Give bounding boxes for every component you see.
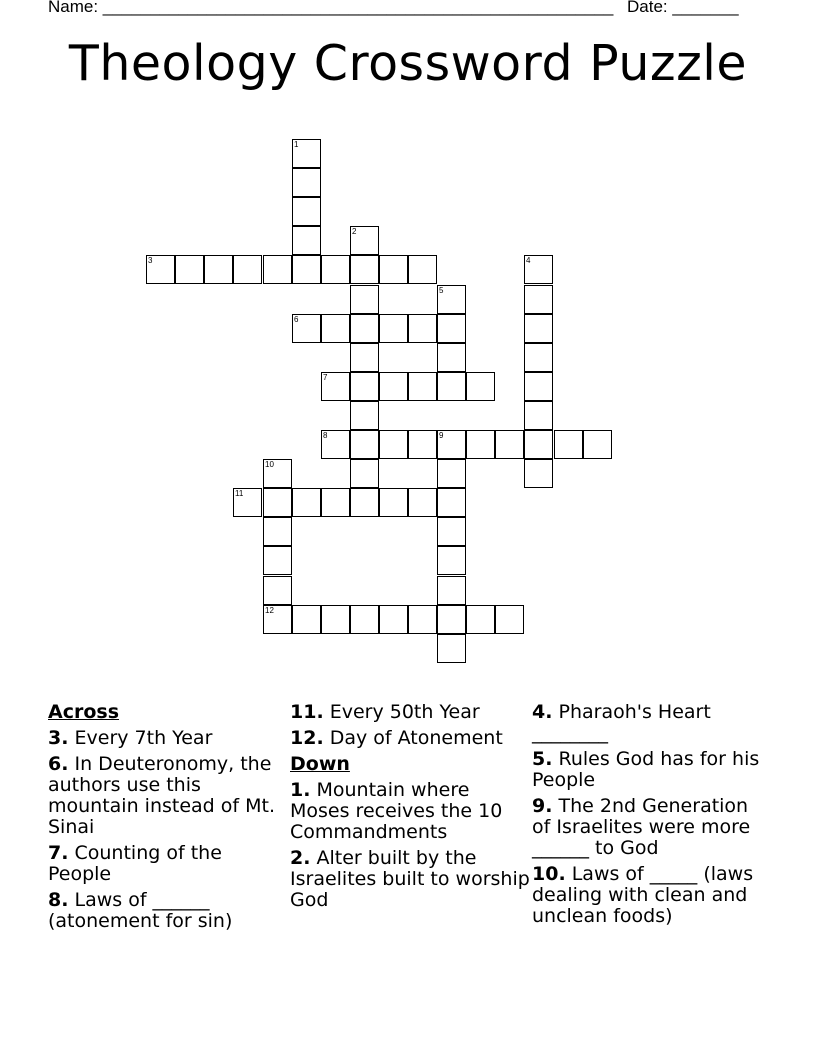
grid-cell[interactable] bbox=[408, 314, 437, 343]
clue-down-4: 4. Pharaoh's Heart ________ bbox=[532, 701, 711, 744]
grid-cell[interactable] bbox=[263, 459, 292, 488]
grid-cell[interactable] bbox=[437, 372, 466, 401]
grid-cell[interactable] bbox=[263, 546, 292, 575]
grid-cell[interactable] bbox=[263, 255, 292, 284]
clue-number: 11 bbox=[235, 489, 244, 498]
grid-cell[interactable] bbox=[350, 459, 379, 488]
grid-cell[interactable] bbox=[437, 343, 466, 372]
grid-cell[interactable] bbox=[437, 285, 466, 314]
clue-number: 9 bbox=[439, 431, 444, 440]
grid-cell[interactable] bbox=[524, 314, 553, 343]
grid-cell[interactable] bbox=[524, 401, 553, 430]
grid-cell[interactable] bbox=[292, 168, 321, 197]
clue-number: 8 bbox=[323, 431, 328, 440]
grid-cell[interactable] bbox=[204, 255, 233, 284]
clue-number: 5 bbox=[439, 286, 444, 295]
grid-cell[interactable] bbox=[524, 372, 553, 401]
clue-number: 2 bbox=[352, 227, 357, 236]
grid-cell[interactable] bbox=[524, 255, 553, 284]
grid-cell[interactable] bbox=[379, 488, 408, 517]
grid-cell[interactable] bbox=[437, 517, 466, 546]
grid-cell[interactable] bbox=[437, 488, 466, 517]
grid-cell[interactable] bbox=[350, 255, 379, 284]
grid-cell[interactable] bbox=[321, 488, 350, 517]
clues-column-2 bbox=[290, 700, 530, 916]
clue-across-7: 7. Counting of the People bbox=[48, 842, 222, 885]
grid-cell[interactable] bbox=[350, 314, 379, 343]
grid-cell[interactable] bbox=[321, 430, 350, 459]
grid-cell[interactable] bbox=[233, 488, 262, 517]
grid-cell[interactable] bbox=[233, 255, 262, 284]
clue-number: 4 bbox=[526, 256, 531, 265]
grid-cell[interactable] bbox=[524, 285, 553, 314]
clue-down-2: 2. Alter built by the Israelites built to worship God bbox=[290, 847, 530, 911]
clue-across-8: 8. Laws of ______ (atonement for sin) bbox=[48, 889, 233, 932]
grid-cell[interactable] bbox=[437, 576, 466, 605]
grid-cell[interactable] bbox=[292, 255, 321, 284]
grid-cell[interactable] bbox=[379, 605, 408, 634]
grid-cell[interactable] bbox=[263, 576, 292, 605]
grid-cell[interactable] bbox=[408, 488, 437, 517]
clue-across-3: 3. Every 7th Year bbox=[48, 727, 213, 749]
grid-cell[interactable] bbox=[292, 226, 321, 255]
grid-cell[interactable] bbox=[437, 430, 466, 459]
grid-cell[interactable] bbox=[379, 255, 408, 284]
grid-cell[interactable] bbox=[350, 285, 379, 314]
grid-cell[interactable] bbox=[524, 430, 553, 459]
grid-cell[interactable] bbox=[292, 197, 321, 226]
grid-cell[interactable] bbox=[437, 634, 466, 663]
grid-cell[interactable] bbox=[495, 430, 524, 459]
grid-cell[interactable] bbox=[466, 372, 495, 401]
grid-cell[interactable] bbox=[175, 255, 204, 284]
grid-cell[interactable] bbox=[583, 430, 612, 459]
grid-cell[interactable] bbox=[350, 430, 379, 459]
grid-cell[interactable] bbox=[408, 255, 437, 284]
grid-cell[interactable] bbox=[292, 139, 321, 168]
page-title: Theology Crossword Puzzle bbox=[68, 35, 748, 92]
grid-cell[interactable] bbox=[379, 314, 408, 343]
grid-cell[interactable] bbox=[466, 430, 495, 459]
clue-across-12: 12. Day of Atonement bbox=[290, 727, 503, 749]
clue-across-6: 6. In Deuteronomy, the authors use this mountain instead of Mt. Sinai bbox=[48, 753, 276, 838]
grid-cell[interactable] bbox=[350, 605, 379, 634]
grid-cell[interactable] bbox=[350, 488, 379, 517]
clues-column-3 bbox=[532, 700, 772, 932]
clue-number: 10 bbox=[265, 460, 274, 469]
grid-cell[interactable] bbox=[263, 605, 292, 634]
clue-down-9: 9. The 2nd Generation of Israelites were more ______ to God bbox=[532, 795, 751, 859]
clue-number: 1 bbox=[294, 140, 299, 149]
grid-cell[interactable] bbox=[554, 430, 583, 459]
clue-across-11: 11. Every 50th Year bbox=[290, 701, 480, 723]
grid-cell[interactable] bbox=[437, 314, 466, 343]
grid-cell[interactable] bbox=[408, 430, 437, 459]
down-heading: Down bbox=[290, 753, 350, 775]
clue-number: 3 bbox=[148, 256, 153, 265]
clue-number: 7 bbox=[323, 373, 328, 382]
clues-column-1 bbox=[48, 700, 288, 937]
grid-cell[interactable] bbox=[292, 314, 321, 343]
grid-cell[interactable] bbox=[146, 255, 175, 284]
across-heading: Across bbox=[48, 701, 120, 723]
grid-cell[interactable] bbox=[263, 488, 292, 517]
grid-cell[interactable] bbox=[408, 372, 437, 401]
grid-cell[interactable] bbox=[321, 255, 350, 284]
grid-cell[interactable] bbox=[524, 459, 553, 488]
grid-cell[interactable] bbox=[350, 226, 379, 255]
grid-cell[interactable] bbox=[495, 605, 524, 634]
grid-cell[interactable] bbox=[292, 488, 321, 517]
grid-cell[interactable] bbox=[321, 605, 350, 634]
grid-cell[interactable] bbox=[350, 372, 379, 401]
name-field[interactable]: Name: ______________________________________________________ bbox=[48, 0, 614, 16]
clue-down-1: 1. Mountain where Moses receives the 10 Commandments bbox=[290, 779, 503, 843]
grid-cell[interactable] bbox=[350, 401, 379, 430]
date-field[interactable]: Date: _______ bbox=[627, 0, 739, 16]
grid-cell[interactable] bbox=[524, 343, 553, 372]
grid-cell[interactable] bbox=[466, 605, 495, 634]
grid-cell[interactable] bbox=[437, 546, 466, 575]
grid-cell[interactable] bbox=[437, 459, 466, 488]
clue-down-5: 5. Rules God has for his People bbox=[532, 748, 760, 791]
grid-cell[interactable] bbox=[263, 517, 292, 546]
grid-cell[interactable] bbox=[321, 372, 350, 401]
grid-cell[interactable] bbox=[379, 372, 408, 401]
grid-cell[interactable] bbox=[350, 343, 379, 372]
grid-cell[interactable] bbox=[379, 430, 408, 459]
clue-number: 12 bbox=[265, 606, 274, 615]
grid-cell[interactable] bbox=[437, 605, 466, 634]
grid-cell[interactable] bbox=[408, 605, 437, 634]
grid-cell[interactable] bbox=[321, 314, 350, 343]
clue-down-10: 10. Laws of _____ (laws dealing with clean and unclean foods) bbox=[532, 863, 754, 927]
grid-cell[interactable] bbox=[292, 605, 321, 634]
clue-number: 6 bbox=[294, 315, 299, 324]
